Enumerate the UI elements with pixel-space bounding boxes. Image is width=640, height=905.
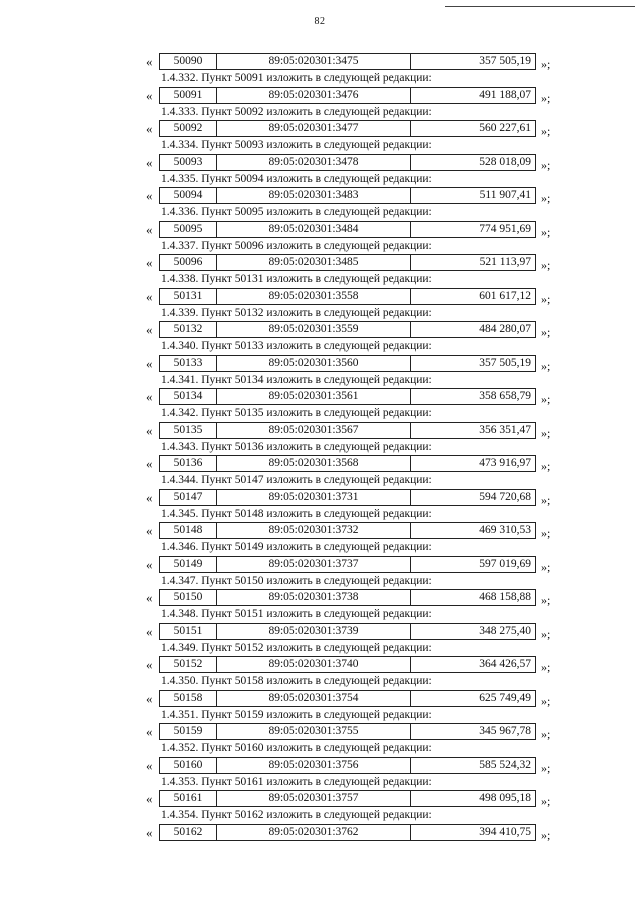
cadastral-number: 89:05:020301:3483 — [217, 188, 411, 203]
quote-close: »; — [541, 760, 551, 775]
quote-close: »; — [541, 492, 551, 507]
table-row — [0, 488, 640, 508]
quote-open: « — [146, 221, 153, 237]
table-row — [0, 253, 640, 273]
quote-open: « — [146, 54, 153, 69]
table-row — [0, 655, 640, 675]
cadastral-number: 89:05:020301:3485 — [217, 255, 411, 270]
item-number: 50160 — [160, 758, 217, 773]
quote-close: »; — [541, 90, 551, 105]
table-row — [0, 186, 640, 206]
table-row — [0, 454, 640, 474]
cadastral-number: 89:05:020301:3558 — [217, 289, 411, 304]
item-number: 50150 — [160, 590, 217, 605]
amendment-heading: 1.4.333. Пункт 50092 изложить в следующей редакции: — [161, 105, 432, 118]
item-number: 50149 — [160, 557, 217, 572]
cadastral-value: 357 505,19 — [479, 356, 531, 369]
amendment-heading: 1.4.350. Пункт 50158 изложить в следующей редакции: — [161, 675, 432, 687]
quote-close: »; — [541, 124, 551, 138]
cadastral-number: 89:05:020301:3756 — [217, 758, 411, 773]
item-number: 50090 — [160, 54, 217, 69]
amendment-entry — [0, 575, 640, 609]
quote-close: »; — [541, 794, 551, 808]
quote-close: »; — [541, 291, 551, 306]
amendment-heading: 1.4.345. Пункт 50148 изложить в следующей редакции: — [161, 507, 432, 520]
quote-open: « — [146, 255, 153, 270]
item-number: 50092 — [160, 121, 217, 136]
amendment-heading: 1.4.349. Пункт 50152 изложить в следующей редакции: — [161, 641, 432, 654]
page-number: 82 — [314, 16, 326, 27]
table-row — [0, 823, 640, 843]
item-number: 50136 — [160, 456, 217, 471]
cadastral-number: 89:05:020301:3739 — [217, 624, 411, 639]
quote-close: »; — [541, 157, 551, 172]
cadastral-number: 89:05:020301:3738 — [217, 590, 411, 605]
cadastral-number: 89:05:020301:3567 — [217, 423, 411, 438]
amendment-heading: 1.4.332. Пункт 50091 изложить в следующей редакции: — [161, 72, 432, 84]
quote-open: « — [146, 690, 153, 706]
amendment-entry — [0, 139, 640, 173]
quote-open: « — [146, 456, 153, 471]
row-table — [159, 589, 536, 606]
row-table — [159, 53, 536, 70]
cadastral-number: 89:05:020301:3484 — [217, 222, 411, 237]
item-number: 50094 — [160, 188, 217, 203]
quote-close: »; — [541, 626, 551, 641]
item-number: 50148 — [160, 523, 217, 538]
row-table — [159, 455, 536, 472]
table-row — [0, 555, 640, 575]
amendment-heading: 1.4.351. Пункт 50159 изложить в следующей редакции: — [161, 708, 432, 721]
amendment-entry — [0, 340, 640, 374]
amendment-heading: 1.4.353. Пункт 50161 изложить в следующей редакции: — [161, 775, 432, 788]
cadastral-number: 89:05:020301:3477 — [217, 121, 411, 136]
top-rule — [445, 6, 635, 7]
quote-open: « — [146, 556, 153, 572]
cadastral-number: 89:05:020301:3475 — [217, 54, 411, 69]
row-table — [159, 221, 536, 238]
amendment-heading: 1.4.340. Пункт 50133 изложить в следующей редакции: — [161, 340, 432, 352]
amendment-entry — [0, 407, 640, 441]
quote-open: « — [146, 757, 153, 773]
amendment-heading: 1.4.346. Пункт 50149 изложить в следующей редакции: — [161, 541, 432, 553]
amendment-entry — [0, 106, 640, 140]
row-table — [159, 355, 536, 372]
row-table — [159, 522, 536, 539]
cadastral-number: 89:05:020301:3762 — [217, 825, 411, 840]
quote-open: « — [146, 87, 153, 103]
row-table — [159, 790, 536, 807]
amendment-entry — [0, 541, 640, 575]
row-table — [159, 87, 536, 104]
amendment-entry — [0, 474, 640, 508]
amendment-entry — [0, 742, 640, 776]
row-table — [159, 288, 536, 305]
amendment-entry — [0, 273, 640, 307]
quote-open: « — [146, 590, 153, 605]
table-row — [0, 421, 640, 441]
amendment-entry — [0, 374, 640, 408]
table-row — [0, 722, 640, 742]
cadastral-number: 89:05:020301:3757 — [217, 791, 411, 806]
table-row — [0, 789, 640, 809]
amendment-heading: 1.4.334. Пункт 50093 изложить в следующей редакции: — [161, 139, 432, 151]
cadastral-value: 484 280,07 — [479, 323, 531, 335]
amendment-entry — [0, 240, 640, 274]
cadastral-value: 473 916,97 — [479, 457, 531, 469]
quote-close: »; — [541, 392, 551, 406]
table-row — [0, 119, 640, 139]
cadastral-value: 469 310,53 — [479, 524, 531, 536]
cadastral-value: 468 158,88 — [479, 591, 531, 603]
cadastral-number: 89:05:020301:3732 — [217, 523, 411, 538]
row-table — [159, 154, 536, 171]
amendment-entry — [0, 508, 640, 542]
cadastral-value: 625 749,49 — [479, 691, 531, 704]
cadastral-value: 597 019,69 — [479, 557, 531, 570]
table-row — [0, 220, 640, 240]
table-row — [0, 756, 640, 776]
item-number: 50096 — [160, 255, 217, 270]
item-number: 50152 — [160, 657, 217, 672]
quote-close: »; — [541, 224, 551, 239]
cadastral-number: 89:05:020301:3740 — [217, 657, 411, 672]
cadastral-number: 89:05:020301:3478 — [217, 155, 411, 170]
cadastral-value: 560 227,61 — [479, 122, 531, 134]
amendment-heading: 1.4.336. Пункт 50095 изложить в следующей редакции: — [161, 206, 432, 218]
row-table — [159, 690, 536, 707]
amendments-list — [0, 52, 640, 843]
quote-close: »; — [541, 593, 551, 607]
cadastral-value: 594 720,68 — [479, 490, 531, 503]
quote-close: »; — [541, 660, 551, 674]
quote-open: « — [146, 489, 153, 505]
cadastral-value: 491 188,07 — [479, 88, 531, 101]
cadastral-number: 89:05:020301:3731 — [217, 490, 411, 505]
row-table — [159, 489, 536, 506]
cadastral-value: 358 658,79 — [479, 390, 531, 402]
row-table — [159, 656, 536, 673]
cadastral-value: 345 967,78 — [479, 725, 531, 737]
table-row — [0, 86, 640, 106]
quote-close: »; — [541, 459, 551, 473]
amendment-heading: 1.4.342. Пункт 50135 изложить в следующей редакции: — [161, 407, 432, 419]
amendment-heading: 1.4.337. Пункт 50096 изложить в следующей редакции: — [161, 239, 432, 252]
cadastral-value: 348 275,40 — [479, 624, 531, 637]
cadastral-value: 521 113,97 — [479, 256, 531, 268]
cadastral-number: 89:05:020301:3561 — [217, 389, 411, 404]
quote-close: »; — [541, 727, 551, 741]
table-row — [0, 622, 640, 642]
quote-open: « — [146, 154, 153, 170]
quote-close: »; — [541, 526, 551, 540]
quote-open: « — [146, 188, 153, 203]
row-table — [159, 623, 536, 640]
amendment-entry — [0, 173, 640, 207]
cadastral-number: 89:05:020301:3476 — [217, 88, 411, 103]
quote-open: « — [146, 523, 153, 538]
row-table — [159, 723, 536, 740]
table-row — [0, 287, 640, 307]
item-number: 50132 — [160, 322, 217, 337]
item-number: 50093 — [160, 155, 217, 170]
quote-open: « — [146, 657, 153, 672]
amendment-heading: 1.4.352. Пункт 50160 изложить в следующей редакции: — [161, 742, 432, 754]
amendment-entry — [0, 709, 640, 743]
quote-close: »; — [541, 559, 551, 574]
quote-open: « — [146, 288, 153, 304]
quote-open: « — [146, 322, 153, 337]
quote-close: »; — [541, 191, 551, 205]
item-number: 50095 — [160, 222, 217, 237]
row-table — [159, 321, 536, 338]
cadastral-number: 89:05:020301:3755 — [217, 724, 411, 739]
amendment-heading: 1.4.343. Пункт 50136 изложить в следующей редакции: — [161, 440, 432, 453]
quote-close: »; — [541, 425, 551, 440]
item-number: 50091 — [160, 88, 217, 103]
table-row — [0, 354, 640, 374]
item-number: 50134 — [160, 389, 217, 404]
amendment-entry — [0, 809, 640, 843]
entries-container — [0, 72, 640, 843]
amendment-heading: 1.4.347. Пункт 50150 изложить в следующей редакции: — [161, 574, 432, 587]
amendment-entry — [0, 675, 640, 709]
table-row — [0, 52, 640, 72]
cadastral-number: 89:05:020301:3559 — [217, 322, 411, 337]
quote-open: « — [146, 724, 153, 739]
item-number: 50131 — [160, 289, 217, 304]
quote-close: »; — [541, 325, 551, 339]
cadastral-number: 89:05:020301:3568 — [217, 456, 411, 471]
cadastral-number: 89:05:020301:3754 — [217, 691, 411, 706]
quote-open: « — [146, 422, 153, 438]
table-row — [0, 153, 640, 173]
row-table — [159, 556, 536, 573]
amendment-heading: 1.4.335. Пункт 50094 изложить в следующей редакции: — [161, 172, 432, 185]
cadastral-value: 356 351,47 — [479, 423, 531, 436]
quote-close: »; — [541, 693, 551, 708]
cadastral-number: 89:05:020301:3560 — [217, 356, 411, 371]
quote-open: « — [146, 824, 153, 840]
amendment-entry — [0, 776, 640, 810]
row-table — [159, 120, 536, 137]
item-number: 50158 — [160, 691, 217, 706]
quote-open: « — [146, 623, 153, 639]
cadastral-value: 498 095,18 — [479, 792, 531, 804]
quote-close: »; — [541, 258, 551, 272]
item-number: 50159 — [160, 724, 217, 739]
table-row — [0, 689, 640, 709]
quote-open: « — [146, 389, 153, 404]
quote-open: « — [146, 121, 153, 136]
cadastral-value: 601 617,12 — [479, 289, 531, 302]
cadastral-value: 394 410,75 — [479, 825, 531, 838]
amendment-heading: 1.4.339. Пункт 50132 изложить в следующей редакции: — [161, 306, 432, 319]
quote-open: « — [146, 791, 153, 806]
amendment-entry — [0, 608, 640, 642]
row-table — [159, 254, 536, 271]
cadastral-value: 528 018,09 — [479, 155, 531, 168]
table-row — [0, 387, 640, 407]
quote-close: »; — [541, 827, 551, 842]
cadastral-value: 774 951,69 — [479, 222, 531, 235]
row-table — [159, 388, 536, 405]
item-number: 50133 — [160, 356, 217, 371]
item-number: 50147 — [160, 490, 217, 505]
amendment-heading: 1.4.341. Пункт 50134 изложить в следующей редакции: — [161, 373, 432, 386]
amendment-entry — [0, 72, 640, 106]
quote-open: « — [146, 355, 153, 371]
amendment-heading: 1.4.338. Пункт 50131 изложить в следующей редакции: — [161, 273, 432, 285]
item-number: 50135 — [160, 423, 217, 438]
row-table — [159, 824, 536, 841]
row-table — [159, 757, 536, 774]
cadastral-number: 89:05:020301:3737 — [217, 557, 411, 572]
amendment-heading: 1.4.344. Пункт 50147 изложить в следующей редакции: — [161, 474, 432, 486]
amendment-heading: 1.4.348. Пункт 50151 изложить в следующей редакции: — [161, 608, 432, 620]
quote-close: »; — [541, 358, 551, 373]
row-table — [159, 187, 536, 204]
amendment-entry — [0, 441, 640, 475]
cadastral-value: 585 524,32 — [479, 758, 531, 771]
table-row — [0, 588, 640, 608]
cadastral-value: 357 505,19 — [479, 55, 531, 67]
amendment-heading: 1.4.354. Пункт 50162 изложить в следующей редакции: — [161, 809, 432, 821]
item-number: 50151 — [160, 624, 217, 639]
amendment-entry — [0, 206, 640, 240]
cadastral-value: 364 426,57 — [479, 658, 531, 670]
row-table — [159, 422, 536, 439]
table-row — [0, 521, 640, 541]
item-number: 50161 — [160, 791, 217, 806]
item-number: 50162 — [160, 825, 217, 840]
table-row — [0, 320, 640, 340]
quote-close: »; — [541, 57, 551, 71]
cadastral-value: 511 907,41 — [479, 189, 531, 201]
amendment-entry — [0, 307, 640, 341]
amendment-entry — [0, 642, 640, 676]
